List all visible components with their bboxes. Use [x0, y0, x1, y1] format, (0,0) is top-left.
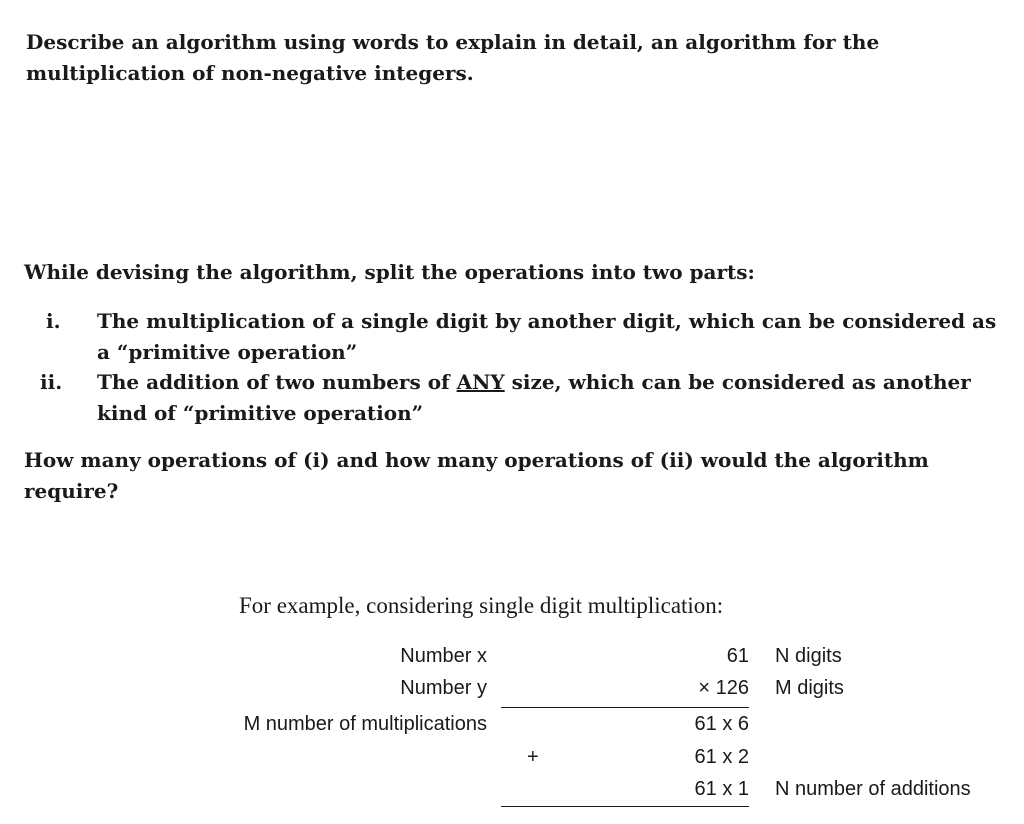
label-number-x: Number x [400, 645, 487, 667]
partial-product-2: 61 x 2 [694, 746, 749, 768]
multiplication-rule [501, 707, 749, 708]
note-n-additions: N number of additions [775, 778, 971, 800]
final-question: How many operations of (i) and how many operations of (ii) would the algorithm require? [24, 448, 929, 503]
list-item-text-ii [97, 367, 997, 429]
value-x: 61 [726, 645, 749, 667]
value-y: × 126 [698, 677, 749, 699]
emphasis-any: ANY [456, 370, 505, 394]
partial-product-3: 61 x 1 [694, 778, 749, 800]
list-item-number-i: i. [46, 309, 61, 333]
label-number-y: Number y [400, 677, 487, 699]
question-title: Describe an algorithm using words to explain in detail, an algorithm for the multiplication of non-negative integers. [26, 30, 880, 85]
plus-sign: + [527, 746, 539, 768]
note-n-digits: N digits [775, 645, 842, 667]
example-intro: For example, considering single digit multiplication: [239, 593, 724, 618]
list-item-text-i: The multiplication of a single digit by another digit, which can be considered as a “primitive operation” [97, 309, 997, 364]
label-m-multiplications: M number of multiplications [243, 713, 487, 735]
instruction-text: While devising the algorithm, split the operations into two parts: [24, 260, 755, 284]
list-item-text-ii-before: The addition of two numbers of [97, 370, 457, 394]
sum-rule [501, 806, 749, 807]
list-item-text-ii-after: size, which can be considered as another kind of “primitive operation” [97, 370, 971, 425]
partial-product-1: 61 x 6 [694, 713, 749, 735]
note-m-digits: M digits [775, 677, 844, 699]
list-item-number-ii: ii. [40, 370, 63, 394]
